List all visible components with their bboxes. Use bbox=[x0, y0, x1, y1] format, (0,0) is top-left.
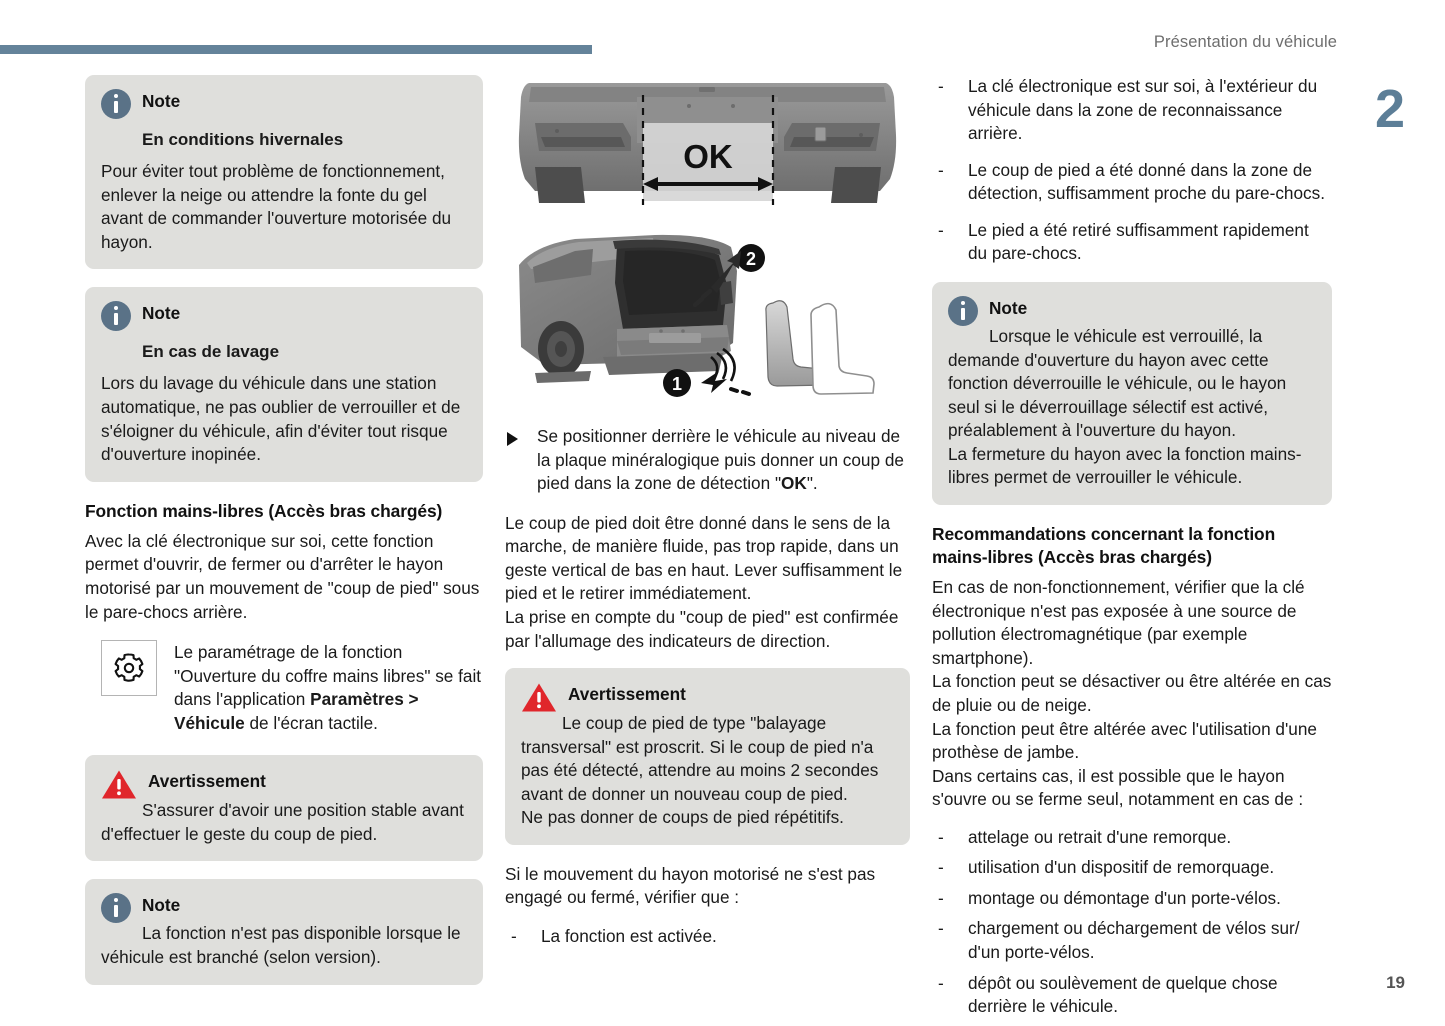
svg-text:2: 2 bbox=[745, 249, 757, 269]
figure-ok-label: OK bbox=[683, 138, 733, 175]
note-body bbox=[101, 922, 467, 969]
recommendation-paragraph: La fonction peut se désactiver ou être altérée en cas de pluie ou de neige. bbox=[932, 671, 1332, 715]
recommendation-paragraph: La fonction peut être altérée avec l'utilisation d'une prothèse de jambe. bbox=[932, 718, 1317, 763]
note-body: Pour éviter tout problème de fonctionnement, enlever la neige ou attendre la fonte du gel avant de commander l'ouverture motorisée du hayon. bbox=[101, 161, 452, 252]
paragraph-kick-technique: Le coup de pied doit être donné dans le sens de la marche, de manière fluide, pas trop rapide, dans un geste vertical de bas en haut. Lever suffisamment le pied et le retirer immédiatement. bbox=[505, 512, 903, 604]
info-icon bbox=[948, 296, 978, 326]
warning-triangle-icon bbox=[521, 682, 557, 713]
warning-label: Avertissement bbox=[568, 684, 686, 705]
case-list bbox=[932, 826, 1332, 1019]
note-label: Note bbox=[142, 303, 181, 324]
step-text-part1: Se positionner derrière le véhicule au niveau de la plaque minéralogique puis donner un coup de pied dans la zone de détection " bbox=[537, 426, 904, 494]
note-body-first: La fonction n'est pas disponible bbox=[142, 923, 382, 944]
check-list-right bbox=[932, 75, 1332, 266]
warning-body-first: S'assurer d'avoir une position stable bbox=[142, 800, 418, 821]
section-body-handsfree: Avec la clé électronique sur soi, cette fonction permet d'ouvrir, de fermer ou d'arrêter le hayon motorisé par un mouvement de "coup de pied" sous le pare-chocs arrière. bbox=[85, 530, 480, 622]
warning-body bbox=[521, 712, 894, 806]
check-item: - La clé électronique est sur soi, à l'extérieur du véhicule dans la zone de reconnaissance arrière. bbox=[932, 75, 1332, 146]
step-list bbox=[505, 425, 910, 496]
page-header-title: Présentation du véhicule bbox=[1153, 33, 1337, 51]
figure-kick-motion bbox=[505, 225, 910, 415]
warning-body bbox=[101, 799, 467, 846]
check-list-middle bbox=[505, 925, 910, 949]
note-body-last: La fermeture du hayon avec la fonction mains-libres permet de verrouiller le véhicule. bbox=[948, 443, 1302, 488]
note-label: Note bbox=[142, 91, 181, 111]
note-vehicle-plugged bbox=[85, 879, 483, 984]
settings-tip-text bbox=[174, 640, 483, 735]
note-car-wash bbox=[85, 287, 483, 481]
section-title-recommendations: Recommandations concernant la fonction mains-libres (Accès bras chargés) bbox=[932, 523, 1276, 568]
section-title-handsfree: Fonction mains-libres (Accès bras chargés) bbox=[85, 500, 443, 521]
note-subtitle: En conditions hivernales bbox=[142, 130, 344, 149]
page-number: 19 bbox=[1386, 973, 1405, 992]
warning-label: Avertissement bbox=[148, 771, 266, 792]
warning-body-rest: transversal" est proscrit. Si le coup de pied n'a pas été détecté, attendre au moins 2 secondes avant de donner un nouveau coup de pied. bbox=[521, 736, 879, 804]
svg-text:1: 1 bbox=[671, 374, 683, 394]
figure-detection-zone bbox=[505, 75, 910, 215]
warning-transversal-sweep bbox=[505, 668, 910, 845]
note-vehicle-locked bbox=[932, 282, 1332, 505]
check-item: - Le pied a été retiré suffisamment rapidement du pare-chocs. bbox=[932, 219, 1332, 266]
settings-tip-path: Paramètres > Véhicule bbox=[174, 689, 419, 733]
settings-tip-part1: Le paramétrage de la fonction "Ouverture du coffre mains libres" se fait dans l'application bbox=[174, 642, 482, 710]
info-icon bbox=[101, 301, 131, 331]
recommendation-paragraph: En cas de non-fonctionnement, vérifier que la clé électronique n'est pas exposée à une source de pollution électromagnétique (par exemple smartphone). bbox=[932, 577, 1305, 668]
paragraph-kick-confirmation: La prise en compte du "coup de pied" est confirmée par l'allumage des indicateurs de direction. bbox=[505, 606, 899, 651]
info-icon bbox=[101, 89, 131, 119]
settings-tip bbox=[101, 640, 483, 735]
case-item: - attelage ou retrait d'une remorque. bbox=[932, 826, 1332, 850]
recommendation-paragraph: Dans certains cas, il est possible que le hayon s'ouvre ou se ferme seul, notamment en cas de : bbox=[932, 765, 1304, 810]
warning-stable-position bbox=[85, 755, 483, 861]
gear-icon bbox=[101, 640, 157, 696]
info-icon bbox=[101, 893, 131, 923]
right-column bbox=[932, 75, 1332, 1026]
note-body-rest: demande d'ouverture du hayon avec cette fonction déverrouille le véhicule, ou le hayon seul si le déverrouillage sélectif est activé, préalablement à l'ouverture du hayon. bbox=[948, 349, 1287, 441]
case-item: - utilisation d'un dispositif de remorquage. bbox=[932, 856, 1332, 880]
case-item: - montage ou démontage d'un porte-vélos. bbox=[932, 887, 1332, 911]
left-column bbox=[85, 75, 483, 1026]
header-accent-bar bbox=[0, 45, 592, 54]
note-label: Note bbox=[142, 895, 181, 916]
warning-triangle-icon bbox=[101, 769, 137, 800]
check-item: - Le coup de pied a été donné dans la zone de détection, suffisamment proche du pare-chocs. bbox=[932, 159, 1332, 206]
step-text-ok: OK bbox=[781, 473, 807, 494]
note-body: Lors du lavage du véhicule dans une station automatique, ne pas oublier de verrouiller et de s'éloigner du véhicule, afin d'éviter tout risque d'ouverture inopinée. bbox=[101, 373, 461, 465]
check-item: - La fonction est activée. bbox=[505, 925, 910, 949]
middle-column bbox=[505, 75, 910, 1026]
warning-body-last: Ne pas donner de coups de pied répétitifs. bbox=[521, 807, 844, 828]
note-body bbox=[948, 325, 1316, 443]
note-subtitle: En cas de lavage bbox=[142, 342, 280, 362]
warning-body-rest: avant d'effectuer le geste du coup de pied. bbox=[101, 800, 464, 844]
note-body-first: Lorsque le véhicule est verrouillé, la bbox=[989, 325, 1263, 346]
case-item: - dépôt ou soulèvement de quelque chose derrière le véhicule. bbox=[932, 972, 1332, 1019]
paragraph-check-intro: Si le mouvement du hayon motorisé ne s'est pas engagé ou fermé, vérifier que : bbox=[505, 863, 876, 908]
page-columns bbox=[85, 75, 1360, 1026]
note-label: Note bbox=[989, 297, 1028, 318]
step-item bbox=[505, 425, 910, 496]
settings-tip-part2: de l'écran tactile. bbox=[244, 712, 378, 733]
note-winter-conditions bbox=[85, 75, 483, 269]
warning-body-first: Le coup de pied de type "balayage bbox=[562, 713, 827, 734]
case-item: - chargement ou déchargement de vélos sur/ d'un porte-vélos. bbox=[932, 917, 1332, 964]
chapter-number: 2 bbox=[1374, 79, 1405, 139]
step-text-part2: ". bbox=[806, 473, 818, 494]
note-body-rest: lorsque le véhicule est branché (selon version). bbox=[101, 923, 461, 968]
